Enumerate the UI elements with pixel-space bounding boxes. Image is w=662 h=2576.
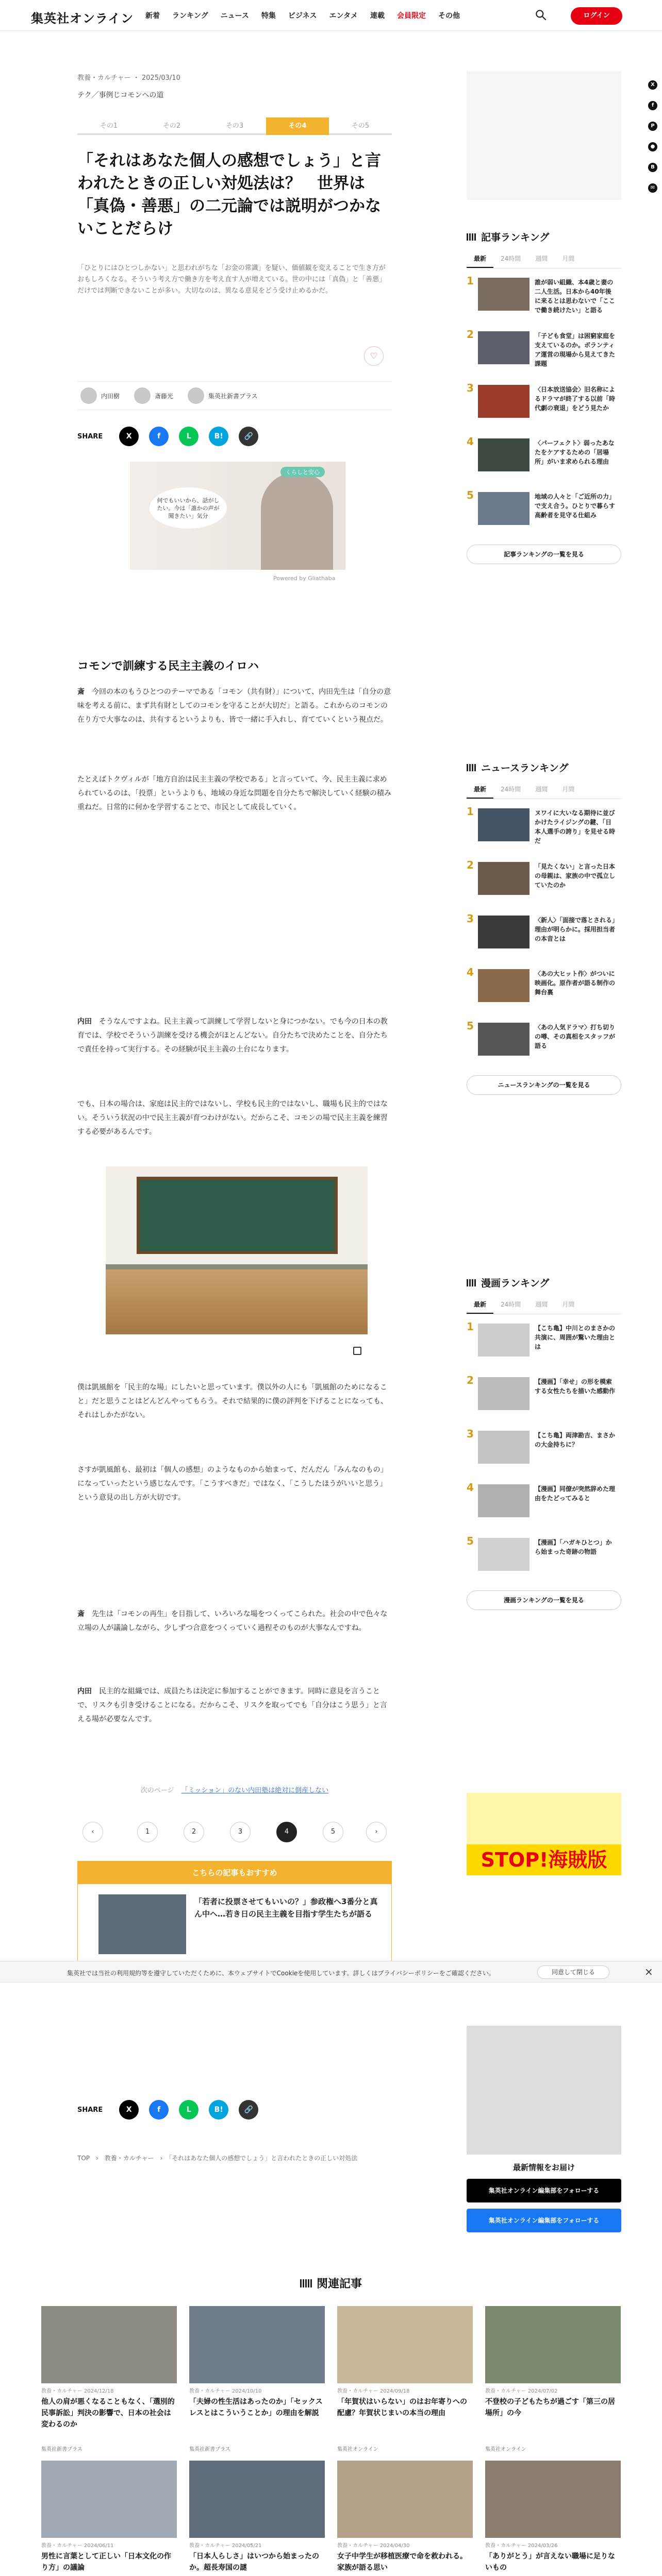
related-card[interactable] <box>337 2461 473 2576</box>
page-button[interactable]: 1 <box>137 1822 158 1842</box>
manga-more-button[interactable]: 漫画ランキングの一覧を見る <box>467 1590 621 1610</box>
related-thumb <box>189 2461 325 2538</box>
related-source: 集英社オンライン <box>485 2447 526 2452</box>
series-tab[interactable]: その2 <box>140 117 203 135</box>
author-name: 集英社新書プラス <box>208 392 258 400</box>
related-meta: 教養・カルチャー 2024/06/11 <box>41 2543 114 2549</box>
related-title[interactable]: 女子中学生が移植医療で命を救われる。家族が語る思い <box>337 2552 467 2572</box>
next-page-link[interactable] <box>77 1785 392 1794</box>
tab-monthly[interactable]: 月間 <box>562 786 575 793</box>
related-title[interactable]: 男性に言葉として正しい「日本文化の作り方」の議論 <box>41 2552 171 2572</box>
speaker: 内田 <box>77 1018 92 1026</box>
manga-item[interactable]: 5 【漫画】「ハガキひとつ」から始まった奇跡の物語 <box>467 1538 621 1582</box>
breadcrumb[interactable]: TOP › 教養・カルチャー › 「それはあなた個人の感想でしょう」と言われたときの正しい対処法 <box>77 2155 358 2162</box>
related-thumb <box>41 2461 177 2538</box>
related-source: 集英社オンライン <box>337 2447 378 2452</box>
category-date: 教養・カルチャー ・ 2025/03/10 <box>77 74 180 82</box>
line-share-icon[interactable]: L <box>179 427 198 446</box>
related-meta: 教養・カルチャー 2024/09/18 <box>337 2388 410 2394</box>
speaker: 内田 <box>77 1687 92 1696</box>
manga-ranking-tabs <box>467 1296 621 1314</box>
follow-x-button[interactable]: 集英社オンライン編集部をフォローする <box>467 2179 621 2202</box>
paragraph <box>77 773 392 815</box>
series-tab[interactable]: その5 <box>329 117 392 135</box>
paragraph-text: そうなんですよね。民主主義って訓練して学習しないと身につかない。でも今の日本の教育では、学校でそういう訓練を受ける機会がほとんどない。自分たちで決めたことを、自分たちで責任を持って実行する。その経験が民主主義の土台になります。 <box>77 1018 388 1054</box>
related-heading: 関連記事 <box>0 2275 662 2291</box>
ad-slot[interactable] <box>467 2026 621 2155</box>
share-label: SHARE <box>77 2106 103 2114</box>
share-rail <box>648 80 658 193</box>
related-title[interactable]: 「年賀状はいらない」のはお年寄りへの配慮？年賀状じまいの本当の理由 <box>337 2398 467 2417</box>
news-ranking-tabs <box>467 781 621 799</box>
prev-page-button[interactable]: ‹ <box>82 1822 103 1842</box>
link-copy-icon[interactable]: 🔗 <box>239 2100 258 2120</box>
series-tab[interactable]: その3 <box>203 117 266 135</box>
related-card[interactable] <box>189 2461 325 2576</box>
recommended-title[interactable]: 「若者に投票させてもいいの？」参政権へ3番分と真ん中へ…若き日の民主主義を目指す学生たちが語る <box>194 1897 378 1919</box>
paragraph <box>77 1015 392 1057</box>
manga-ranking-heading: 漫画ランキング <box>467 1276 621 1290</box>
tab-24h[interactable]: 24時間 <box>501 786 521 793</box>
paragraph <box>77 1685 392 1726</box>
nav-item[interactable]: 新着 <box>145 12 160 20</box>
mail-share-icon[interactable]: ✉ <box>648 183 657 193</box>
login-button[interactable]: ログイン <box>571 7 622 25</box>
global-nav <box>145 10 460 21</box>
follow-box <box>467 2162 621 2232</box>
series-tab-active[interactable]: その4 <box>266 117 329 135</box>
paragraph <box>77 1097 392 1139</box>
news-ranking-heading: ニュースランキング <box>467 760 621 774</box>
share-bar-bottom <box>77 2100 258 2120</box>
related-thumb <box>337 2461 473 2538</box>
hatena-share-icon[interactable]: B <box>648 163 657 172</box>
related-meta: 教養・カルチャー 2024/12/18 <box>41 2388 114 2394</box>
related-card[interactable] <box>485 2461 621 2576</box>
ranking-heading: 記事ランキング <box>467 230 621 244</box>
news-item[interactable]: 1 ヌワイに大いなる期待に並びかけたライジングの鍵、「日本人選手の誇り」を見せる時だ <box>467 805 616 844</box>
related-meta: 教養・カルチャー 2024/07/02 <box>485 2388 558 2394</box>
related-card[interactable] <box>337 2306 473 2452</box>
next-page-label: 次のページ <box>140 1787 174 1794</box>
paragraph <box>77 1463 392 1505</box>
manga-ranking <box>467 1276 621 1610</box>
ranking-item[interactable]: 2 「子ども食堂」は困窮家庭を支えているのか。ボランティア運営の現場から見えてきた課題 <box>467 328 616 367</box>
ranking-tabs <box>467 250 621 268</box>
related-source: 集英社新書プラス <box>41 2447 82 2452</box>
paragraph-text: 僕は凱風館を「民主的な場」にしたいと思っています。僕以外の人にも「凱風館のためになること」だと思うことはどんどんやってもらう。それで結果的に僕の評判を下げることになっても、それはしかたがない。 <box>77 1383 388 1419</box>
section-heading: コモンで訓練する民主主義のイロハ <box>77 660 259 673</box>
speaker: 斎 <box>77 688 85 696</box>
avatar <box>134 387 151 404</box>
nav-item[interactable]: 特集 <box>261 12 276 20</box>
tab-latest[interactable]: 最新 <box>467 1296 493 1314</box>
x-share-icon[interactable]: X <box>648 80 657 90</box>
related-title[interactable]: 「夫婦の性生活はあったのか」「セックスレスとはこういうことか」の理由を解説 <box>189 2398 323 2417</box>
powered-by: Powered by Gliathaba <box>273 575 336 582</box>
share-bar <box>77 427 258 446</box>
promo-tag: くらしと安心 <box>280 467 325 477</box>
related-title[interactable]: 不登校の子どもたちが過ごす「第三の居場所」の今 <box>485 2398 615 2417</box>
next-page-title[interactable]: 「ミッション」のない内田塾は絶対に倒産しない <box>181 1787 329 1794</box>
cookie-text: 集英社では当社の利用規約等を遵守していただくために、本ウェブサイトでCookieを使用しています。詳しくはプライバシーポリシーをご確認ください。 <box>67 1970 495 1977</box>
article-lead: 「ひとりにはひとつしかない」と思われがちな「お金の常識」を疑い、価値観を変えることで生き方がおもしろくなる。そういう考え方で働き方を考え直す人が増えている。世の中には「真偽」と「善悪」だけでは判断できないことが多い。大切なのは、異なる意見をどう受け止めるかだ。 <box>77 264 386 295</box>
related-card[interactable] <box>485 2306 621 2452</box>
tab-weekly[interactable]: 週間 <box>535 255 548 262</box>
classroom-image <box>106 1166 368 1334</box>
share-label: SHARE <box>77 432 103 440</box>
related-thumb <box>189 2306 325 2383</box>
paragraph-text: たとえばトクヴィルが「地方自治は民主主義の学校である」と言っていて、今、民主主義に求められているのは、「投票」というよりも、地域の身近な問題を自分たちで解決していく経験の積み重ねだ。日常的に何かを学習することで、市民として成長していく。 <box>77 775 391 811</box>
next-page-button[interactable]: › <box>366 1822 387 1842</box>
tab-weekly[interactable]: 週間 <box>535 1301 548 1308</box>
series-tab[interactable]: その1 <box>77 117 140 135</box>
recommended-heading: こちらの記事もおすすめ <box>78 1861 391 1884</box>
page-button-current[interactable]: 4 <box>276 1822 297 1842</box>
ranking-item[interactable]: 5 地域の人々と「ご近所の力」で支え合う。ひとりで暮らす高齢者を見守る仕組み <box>467 492 621 536</box>
hatena-share-icon[interactable]: B! <box>209 2100 228 2120</box>
link-copy-icon[interactable]: 🔗 <box>239 427 258 446</box>
cookie-accept-button[interactable]: 同意して閉じる <box>537 1965 609 1979</box>
news-item[interactable]: 4 〈あの大ヒット作〉がついに映画化。原作者が語る制作の舞台裏 <box>467 969 621 1013</box>
manga-item[interactable]: 4 【漫画】同僚が突然辞めた理由をたどってみると <box>467 1484 621 1529</box>
tab-24h[interactable]: 24時間 <box>501 1301 521 1308</box>
related-meta: 教養・カルチャー 2024/03/26 <box>485 2543 558 2549</box>
author[interactable] <box>134 387 173 404</box>
facebook-share-icon[interactable]: f <box>149 2100 169 2120</box>
paragraph-text: さすが凱風館も、最初は「個人の感想」のようなものから始まって、だんだん「みんなのもの」になっていったという感じなんです。「こうすべきだ」ではなく、「こうしたほうがいいと思う」という意見の出し方が大切です。 <box>77 1466 388 1502</box>
author-name: 内田樹 <box>101 392 120 400</box>
manga-item[interactable]: 2 【漫画】「幸せ」の形を模索する女性たちを描いた感動作 <box>467 1377 621 1421</box>
line-share-icon[interactable]: ● <box>648 142 657 151</box>
follow-heading: 最新情報をお届け <box>512 2163 575 2172</box>
avatar <box>80 387 97 404</box>
ad-image <box>467 1793 621 1844</box>
article-title: 「それはあなた個人の感想でしょう」と言われたときの正しい対処法は？ 世界は「真偽・善悪」の二元論では説明がつかないことだらけ <box>77 151 381 238</box>
nav-item[interactable]: 連載 <box>370 12 385 20</box>
related-card[interactable] <box>41 2306 177 2452</box>
related-title[interactable]: 「ありがとう」が言えない職場に足りないもの <box>485 2552 615 2572</box>
tab-monthly[interactable]: 月間 <box>562 1301 575 1308</box>
related-title[interactable]: 「日本人らしさ」はいつから始まったのか。超長寿国の謎 <box>189 2552 319 2572</box>
ranking-item[interactable]: 4 〈パーフェクト〉弱ったあなたをケアするための「居場所」がいま求められる理由 <box>467 438 621 483</box>
close-icon[interactable]: × <box>644 1965 653 1978</box>
x-share-icon[interactable]: X <box>119 427 139 446</box>
nav-item[interactable]: ビジネス <box>288 12 317 20</box>
paragraph-text: 民主的な組織では、成員たちは決定に参加することができます。同時に意見を言うことで、リスクも引き受けることになる。だからこそ、リスクを取ってでも「自分はこう思う」と言える場が必要なんです。 <box>77 1687 387 1723</box>
news-ranking <box>467 760 621 1095</box>
related-thumb <box>337 2306 473 2383</box>
tab-monthly[interactable]: 月間 <box>562 255 575 262</box>
facebook-share-icon[interactable]: f <box>149 427 169 446</box>
site-header <box>0 0 662 31</box>
paragraph-text: 今回の本のもうひとつのテーマである「コモン（共有財）」について、内田先生は「自分の意味を考える前に、まず共有財としてのコモンを守ることが大切だ」と語る。これからのコモンの在り方で大事なのは、共有するというよりも、皆で一緒に手入れし、育てていくという視点だ。 <box>77 688 391 724</box>
nav-item[interactable]: ニュース <box>220 12 249 20</box>
pagination <box>77 1822 392 1844</box>
page-button[interactable]: 2 <box>184 1822 204 1842</box>
related-meta: 教養・カルチャー 2024/05/21 <box>189 2543 262 2549</box>
search-icon[interactable] <box>534 8 548 22</box>
related-card[interactable] <box>41 2461 177 2576</box>
cookie-banner <box>0 1961 662 1982</box>
recommended-thumb[interactable] <box>98 1894 186 1954</box>
site-logo[interactable]: 集英社オンライン <box>31 11 134 26</box>
related-thumb <box>485 2306 621 2383</box>
related-grid <box>41 2306 621 2576</box>
stop-piracy-ad[interactable] <box>467 1793 621 1875</box>
expand-image-icon[interactable] <box>353 1347 361 1355</box>
news-more-button[interactable]: ニュースランキングの一覧を見る <box>467 1075 621 1095</box>
related-card[interactable] <box>189 2306 325 2452</box>
stop-piracy-label: STOP!海賊版 <box>467 1844 621 1875</box>
x-share-icon[interactable]: X <box>119 2100 139 2120</box>
like-heart-icon[interactable]: ♡ <box>364 346 384 366</box>
author[interactable] <box>188 387 258 404</box>
related-source: 集英社新書プラス <box>189 2447 230 2452</box>
related-meta: 教養・カルチャー 2024/04/30 <box>337 2543 410 2549</box>
manga-item[interactable]: 3 【こち亀】両津勘吉、まさかの大金持ちに？ <box>467 1431 621 1475</box>
facebook-share-icon[interactable]: f <box>648 101 657 110</box>
nav-item[interactable]: エンタメ <box>329 12 358 20</box>
paragraph-text: でも、日本の場合は、家庭は民主的ではないし、学校も民主的ではないし、職場も民主的ではない。そういう状況の中で民主主義が育つわけがない。だからこそ、コモンの場で民主主義を練習する必要があるんです。 <box>77 1100 388 1136</box>
page-button[interactable]: 5 <box>323 1822 343 1842</box>
paragraph <box>77 1607 392 1635</box>
paragraph <box>77 685 392 727</box>
series-label[interactable]: テク／事例じコモンへの道 <box>77 91 164 99</box>
speaker: 斎 <box>77 1610 85 1618</box>
author-list <box>77 381 392 410</box>
nav-item-members[interactable]: 会員限定 <box>396 12 426 20</box>
article-ranking <box>467 230 621 564</box>
author[interactable] <box>80 387 120 404</box>
nav-item[interactable]: ランキング <box>172 12 208 20</box>
ranking-more-button[interactable]: 記事ランキングの一覧を見る <box>467 545 621 564</box>
author-name: 斎藤光 <box>155 392 174 400</box>
ad-slot[interactable] <box>467 71 621 200</box>
paragraph-text: 先生は「コモンの再生」を目指して、いろいろな場をつくってこられた。社会の中で色々な立場の人が議論しながら、少しずつ合意をつくっていく過程そのものが大事なんですね。 <box>77 1610 388 1632</box>
hatena-share-icon[interactable]: B! <box>209 427 228 446</box>
news-item[interactable]: 5 〈あの人気ドラマ〉打ち切りの噂、その真相をスタッフが語る <box>467 1023 621 1067</box>
promo-person-image <box>261 472 333 570</box>
recommended-box <box>77 1861 392 1976</box>
tab-24h[interactable]: 24時間 <box>501 255 521 262</box>
nav-item[interactable]: その他 <box>438 12 460 20</box>
tab-latest[interactable]: 最新 <box>467 250 493 268</box>
follow-facebook-button[interactable]: 集英社オンライン編集部をフォローする <box>467 2209 621 2232</box>
news-item[interactable]: 3 〈新人〉「面接で落とされる」理由が明らかに。採用担当者の本音とは <box>467 916 621 960</box>
tab-latest[interactable]: 最新 <box>467 781 493 799</box>
related-thumb <box>41 2306 177 2383</box>
related-thumb <box>485 2461 621 2538</box>
line-share-icon[interactable]: L <box>179 2100 198 2120</box>
page-button[interactable]: 3 <box>230 1822 251 1842</box>
manga-item[interactable]: 1 【こち亀】中川とのまさかの共演に、周囲が驚いた理由とは <box>467 1324 621 1368</box>
series-page-tabs <box>77 117 392 135</box>
related-meta: 教養・カルチャー 2024/10/10 <box>189 2388 262 2394</box>
pocket-share-icon[interactable]: P <box>648 122 657 131</box>
news-item[interactable]: 2 「見たくない」と言った日本の母親は、家族の中で孤立していたのか <box>467 862 621 906</box>
promo-bubble: 何でもいいから、話がし たい。今は「誰かの声が 聞きたい」気分 <box>150 487 227 529</box>
avatar <box>188 387 204 404</box>
promo-banner[interactable] <box>130 462 345 570</box>
tab-weekly[interactable]: 週間 <box>535 786 548 793</box>
paragraph <box>77 1381 392 1422</box>
ranking-item[interactable]: 3 〈日本放送協会〉旧名称によるドラマが終了する以前「時代劇の衰退」をどう見たか <box>467 385 621 429</box>
related-title[interactable]: 他人の肩が悪くなることもなく、「選別的民事訴訟」判決の影響で、日本の社会は変わるのか <box>41 2398 175 2429</box>
ranking-item[interactable]: 1 誰が弱い組織、本4歳と妻の二人生活。日本から40年後に来るとは思わないで「ここで働き続けたい」と語る <box>467 275 616 314</box>
